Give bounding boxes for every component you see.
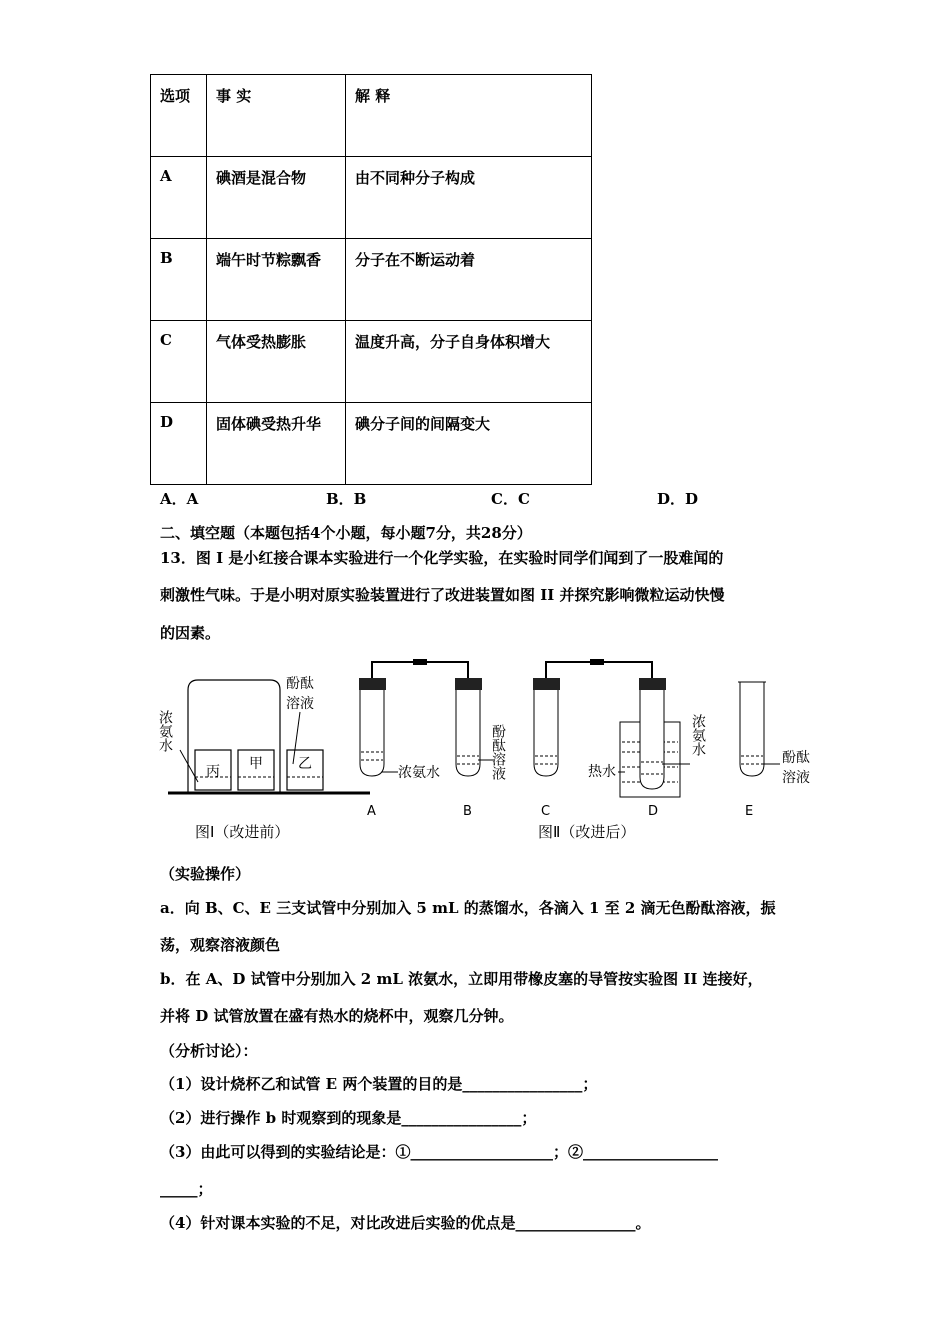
label-ammonia-a: 浓氨水 [398, 765, 440, 781]
cell-fact: 固体碘受热升华 [207, 403, 346, 485]
label-phenol-b: 酚酞溶液 [490, 724, 506, 780]
ops-b-line: b．在 A、D 试管中分别加入 2 mL 浓氨水，立即用带橡皮塞的导管按实验图 II 连接好， [160, 970, 763, 988]
ops-a-line: 荡，观察溶液颜色 [160, 936, 281, 954]
cell-explain: 碘分子间的间隔变大 [346, 403, 592, 485]
choice-c: C．C [491, 490, 530, 508]
label-hot-water: 热水 [588, 764, 616, 780]
header-option: 选项 [151, 75, 207, 157]
analysis-q3: （3）由此可以得到的实验结论是：①___________________；②__________________ [160, 1143, 718, 1161]
question-line: 的因素。 [160, 624, 221, 642]
question-line: 13．图 I 是小红接合课本实验进行一个化学实验，在实验时同学们闻到了一股难闻的 [160, 549, 724, 567]
tube-letter: A [367, 804, 376, 819]
cell-option: B [151, 239, 207, 321]
label-phenol-1a: 酚酞 [286, 676, 314, 692]
tube-letter: C [541, 804, 551, 819]
tube-letter: B [463, 804, 472, 819]
label-phenol-e1: 酚酞 [782, 750, 810, 766]
label-ammonia-1: 浓氨水 [157, 710, 173, 752]
table-row [151, 157, 592, 239]
analysis-q2: （2）进行操作 b 时观察到的现象是________________； [160, 1109, 537, 1127]
label-phenol-e2: 溶液 [782, 770, 810, 786]
label-ammonia-d: 浓氨水 [690, 714, 706, 756]
question-line: 刺激性气味。于是小明对原实验装置进行了改进装置如图 II 并探究影响微粒运动快慢 [160, 586, 725, 604]
fig2-caption: 图Ⅱ（改进后） [538, 823, 636, 841]
cell-option: A [151, 157, 207, 239]
choice-a: A．A [160, 490, 199, 508]
table-row [151, 321, 592, 403]
cell-fact: 气体受热膨胀 [207, 321, 346, 403]
header-fact: 事 实 [207, 75, 346, 157]
analysis-title: （分析讨论）： [160, 1042, 258, 1060]
label-phenol-1b: 溶液 [286, 696, 314, 712]
apparatus-figure [157, 652, 830, 852]
tube-letter: D [648, 804, 659, 819]
section-title: 二、填空题（本题包括4个小题，每小题7分，共28分） [160, 524, 532, 542]
figure-1 [157, 675, 370, 841]
cell-explain: 分子在不断运动着 [346, 239, 592, 321]
ops-a-line: a．向 B、C、E 三支试管中分别加入 5 mL 的蒸馏水，各滴入 1 至 2 滴无色酚酞溶液，振 [160, 899, 776, 917]
analysis-q1: （1）设计烧杯乙和试管 E 两个装置的目的是________________； [160, 1075, 598, 1093]
choice-b: B．B [326, 490, 367, 508]
choice-d: D．D [657, 490, 699, 508]
cell-option: D [151, 403, 207, 485]
ops-b-line: 并将 D 试管放置在盛有热水的烧杯中，观察几分钟。 [160, 1007, 514, 1025]
cell-explain: 温度升高，分子自身体积增大 [346, 321, 592, 403]
cell-option: C [151, 321, 207, 403]
analysis-q4: （4）针对课本实验的不足，对比改进后实验的优点是________________。 [160, 1214, 651, 1232]
facts-table [150, 74, 592, 485]
fig1-caption: 图Ⅰ（改进前） [195, 823, 290, 841]
label-bing: 丙 [206, 764, 220, 780]
figure-2 [359, 659, 810, 841]
table-row [151, 239, 592, 321]
label-jia: 甲 [249, 756, 263, 772]
cell-fact: 端午时节粽飘香 [207, 239, 346, 321]
ops-title: （实验操作） [160, 865, 251, 883]
analysis-q3-cont: _____； [160, 1180, 213, 1198]
table-header-row [151, 75, 592, 157]
table-row [151, 403, 592, 485]
cell-explain: 由不同种分子构成 [346, 157, 592, 239]
cell-fact: 碘酒是混合物 [207, 157, 346, 239]
header-explain: 解 释 [346, 75, 592, 157]
label-yi: 乙 [298, 756, 312, 772]
tube-letter: E [745, 804, 754, 819]
